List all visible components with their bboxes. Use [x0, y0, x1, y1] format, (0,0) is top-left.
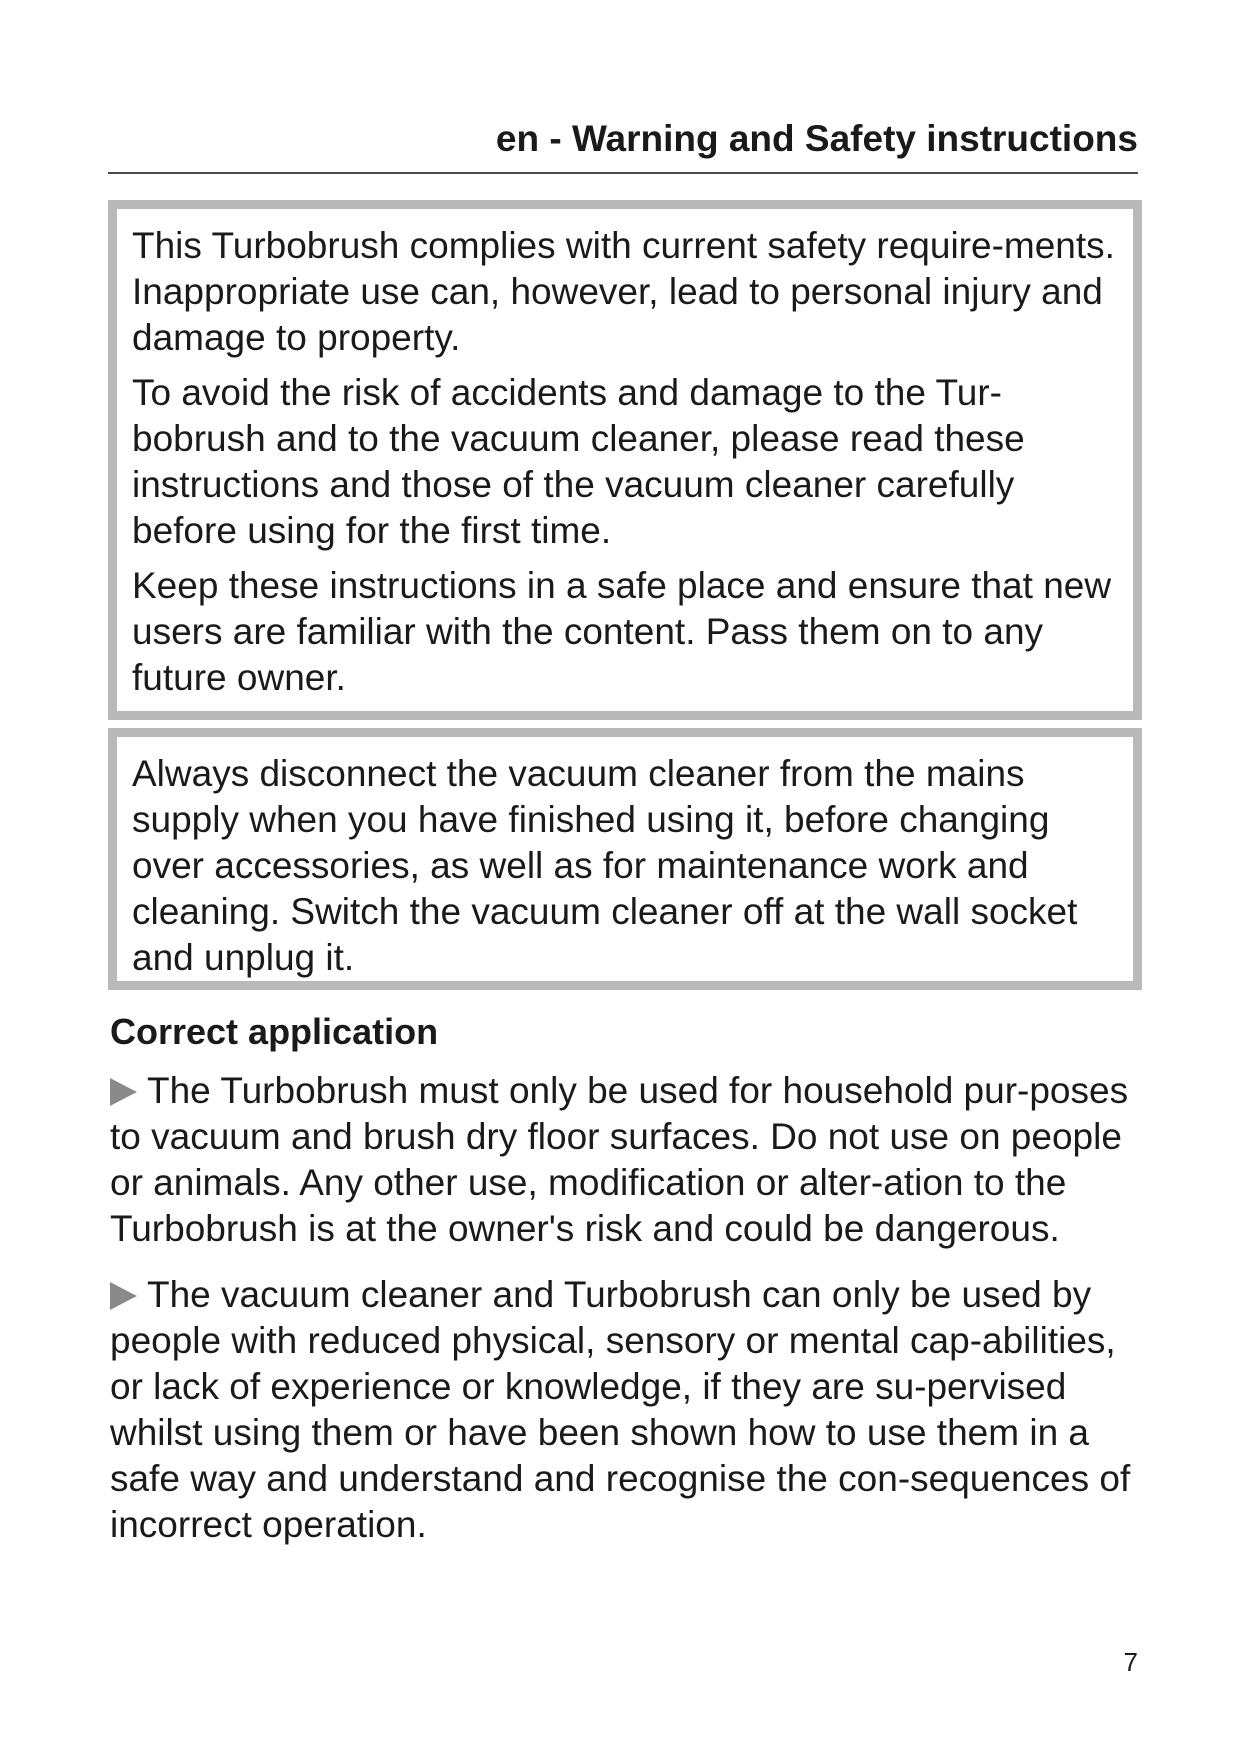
list-item: [110, 1272, 1150, 1548]
safety-notice-paragraph: To avoid the risk of accidents and damage to the Tur-bobrush and to the vacuum cleaner, please read these instructions and those of the vacuum cleaner carefully before using for the first time.: [132, 372, 1025, 551]
list-item-text: The vacuum cleaner and Turbobrush can only be used by people with reduced physical, sensory or mental cap-abilities, or lack of experience or knowledge, if they are su-pervised whilst using them or have been shown how to use them in a safe way and understand and recognise the con-sequences of incorrect operation.: [110, 1274, 1131, 1545]
list-item-text: The Turbobrush must only be used for household pur-poses to vacuum and brush dry floor surfaces. Do not use on people or animals. Any other use, modification or alter-ation to the Turbobrush is at the owner's risk and could be dangerous.: [110, 1070, 1129, 1249]
section-heading-correct-application: Correct application: [110, 1011, 439, 1052]
list-item: [110, 1068, 1150, 1252]
page-header: [108, 118, 1138, 174]
safety-notice-paragraph: Keep these instructions in a safe place and ensure that new users are familiar with the content. Pass them on to any future owner.: [132, 565, 1112, 698]
safety-notice-paragraph: This Turbobrush complies with current safety require-ments. Inappropriate use can, however, lead to personal injury and damage to property.: [132, 225, 1115, 358]
safety-notice-box: [108, 200, 1142, 720]
page-title: en - Warning and Safety instructions: [495, 118, 1138, 159]
page-number: 7: [1123, 1647, 1138, 1677]
triangle-right-icon: [110, 1078, 137, 1106]
disconnect-warning-text: Always disconnect the vacuum cleaner from the mains supply when you have finished using it, before changing over accessories, as well as for maintenance work and cleaning. Switch the vacuum cleaner off at the wall socket and unplug it.: [132, 753, 1078, 978]
disconnect-warning-box: [108, 728, 1142, 990]
triangle-right-icon: [110, 1282, 137, 1310]
correct-application-list: [110, 1068, 1150, 1568]
